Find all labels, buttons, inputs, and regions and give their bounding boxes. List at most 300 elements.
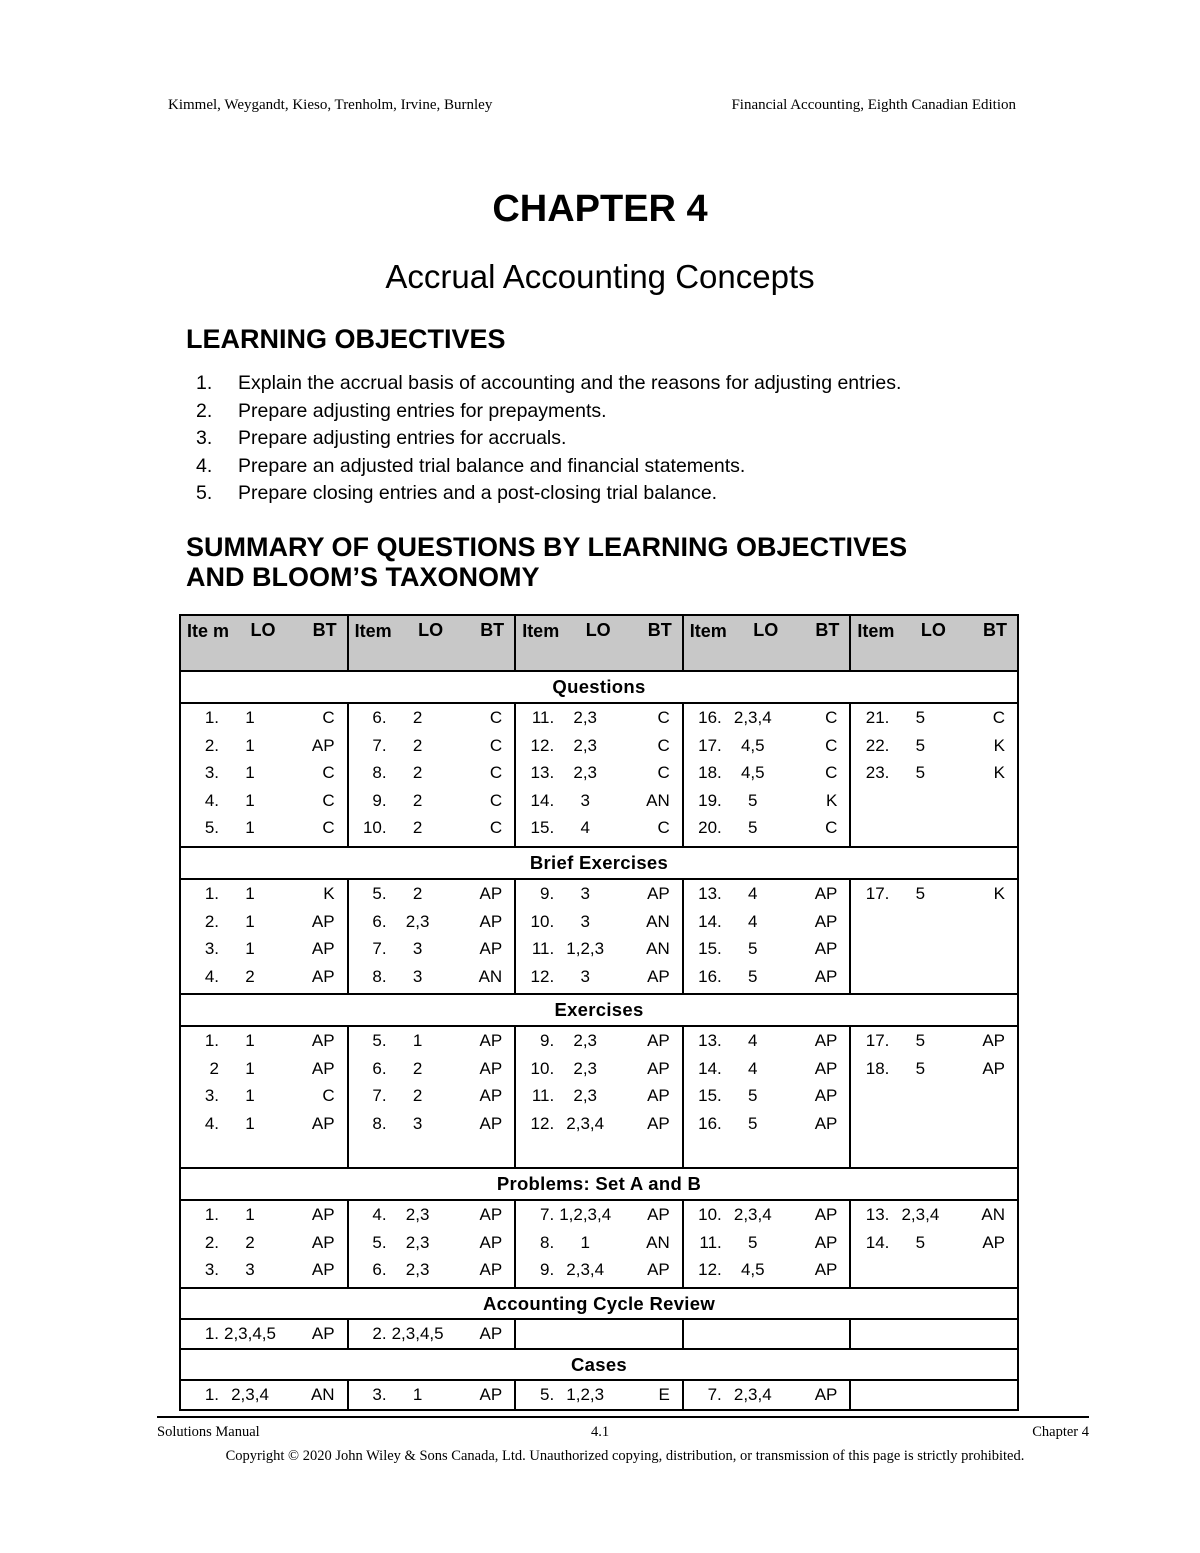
column-header-group <box>180 615 348 671</box>
table-row <box>181 1027 347 1055</box>
column-group <box>850 1319 1018 1349</box>
cell-lo: 2,3 <box>573 1086 597 1106</box>
table-row <box>684 1055 850 1083</box>
cell-bt: AP <box>479 1260 503 1280</box>
learning-objective-item <box>196 453 901 481</box>
cell-item: 1. <box>204 1031 219 1050</box>
table-row <box>684 1082 850 1110</box>
column-group <box>348 879 516 994</box>
learning-objective-item <box>196 398 901 426</box>
cell-lo: 2,3,4 <box>733 1205 772 1224</box>
table-header-row <box>180 615 1018 671</box>
table-row <box>349 1256 515 1284</box>
cell-bt: AN <box>310 1385 335 1404</box>
table-row <box>349 787 515 815</box>
table-row <box>851 1201 1017 1229</box>
cell-bt: AP <box>311 939 335 959</box>
cell-bt: C <box>322 1086 335 1106</box>
cell-lo: 5 <box>915 884 926 903</box>
table-row <box>181 704 347 732</box>
table-row <box>516 1229 682 1257</box>
cell-item: 3. <box>204 939 219 959</box>
column-header-item: Item <box>689 621 727 641</box>
cell-bt: AP <box>647 1260 670 1280</box>
cell-bt: AP <box>311 1113 335 1133</box>
cell-item: 7. <box>540 1205 555 1224</box>
cell-item: 1. <box>204 1385 219 1404</box>
cell-lo: 1 <box>580 1232 590 1252</box>
cell-lo: 1,2,3 <box>566 939 605 959</box>
cell-item: 2 <box>209 1058 219 1078</box>
cell-bt: AP <box>982 1031 1005 1050</box>
table-row <box>516 732 682 760</box>
column-group <box>515 1200 683 1288</box>
cell-bt: AP <box>814 1385 838 1404</box>
cell-bt: AP <box>814 939 838 959</box>
table-row <box>349 935 515 963</box>
cell-item: 1. <box>204 708 219 727</box>
learning-objective-text: Explain the accrual basis of accounting and the reasons for adjusting entries. <box>238 372 902 394</box>
cell-bt: AP <box>311 1232 335 1252</box>
section-body-row <box>180 1200 1018 1288</box>
column-group <box>683 1026 851 1168</box>
cell-bt: AP <box>479 1113 503 1133</box>
cell-item: 15. <box>530 818 555 838</box>
cell-item: 14. <box>530 790 555 810</box>
table-row <box>516 1381 682 1409</box>
table-row <box>684 1027 850 1055</box>
cell-lo: 5 <box>915 1232 926 1252</box>
footer-divider <box>157 1416 1089 1418</box>
table-row <box>349 1055 515 1083</box>
cell-bt: AP <box>814 1260 838 1280</box>
column-group <box>348 1380 516 1410</box>
cell-item: 2. <box>372 1324 387 1343</box>
cell-item: 10. <box>530 911 555 931</box>
cell-item: 16. <box>698 1113 722 1133</box>
cell-lo: 2 <box>412 884 423 903</box>
cell-item: 16. <box>698 708 722 727</box>
table-row <box>181 787 347 815</box>
cell-lo: 1 <box>245 884 255 903</box>
cell-lo: 4,5 <box>740 1260 765 1280</box>
table-row <box>349 759 515 787</box>
cell-item: 6. <box>372 708 387 727</box>
cell-item: 5. <box>540 1385 555 1404</box>
cell-item: 12. <box>530 966 555 986</box>
cell-bt: AP <box>814 1113 838 1133</box>
learning-objective-text: Prepare closing entries and a post-closing trial balance. <box>238 482 718 504</box>
cell-bt: AP <box>479 911 503 931</box>
cell-lo: 3 <box>580 790 590 810</box>
cell-lo: 2,3,4 <box>566 1113 605 1133</box>
column-group <box>850 1380 1018 1410</box>
cell-bt: AP <box>479 1058 503 1078</box>
cell-bt: E <box>658 1385 670 1404</box>
cell-bt: C <box>322 708 335 727</box>
cell-item: 7. <box>707 1385 722 1404</box>
summary-heading <box>186 532 907 592</box>
cell-lo: 2 <box>245 1232 255 1252</box>
column-group <box>180 1380 348 1410</box>
cell-lo: 2 <box>412 735 423 755</box>
cell-bt: AP <box>814 1058 838 1078</box>
table-row <box>181 814 347 842</box>
cell-item: 6. <box>372 1058 387 1078</box>
cell-lo: 1 <box>245 1086 255 1106</box>
learning-objective-item <box>196 425 901 453</box>
cell-item: 5. <box>372 1031 387 1050</box>
cell-lo: 1 <box>245 735 255 755</box>
cell-lo: 3 <box>580 911 590 931</box>
cell-lo: 2 <box>245 966 255 986</box>
cell-item: 23. <box>865 763 890 783</box>
cell-item: 13. <box>865 1205 890 1224</box>
column-header-bt: BT <box>983 620 1007 640</box>
cell-item: 14. <box>698 911 722 931</box>
section-body-row <box>180 879 1018 994</box>
cell-item: 12. <box>698 1260 722 1280</box>
cell-lo: 2,3 <box>573 1031 597 1050</box>
table-row <box>684 759 850 787</box>
table-row <box>181 1256 347 1284</box>
cell-bt: AP <box>311 911 335 931</box>
table-row <box>516 1082 682 1110</box>
cell-lo: 3 <box>412 1113 423 1133</box>
cell-item: 2. <box>204 911 219 931</box>
cell-bt: C <box>489 735 503 755</box>
cell-bt: AP <box>311 1058 335 1078</box>
section-title-row <box>180 1288 1018 1319</box>
table-row <box>516 1110 682 1138</box>
page-number: 4.1 <box>590 1424 610 1440</box>
cell-item: 16. <box>698 966 722 986</box>
column-group <box>515 879 683 994</box>
column-header-group <box>515 615 683 671</box>
cell-lo: 1,2,3 <box>566 1385 605 1404</box>
table-row <box>851 1055 1017 1083</box>
section-body-row <box>180 1380 1018 1410</box>
cell-item: 5. <box>204 818 219 838</box>
column-group <box>850 1200 1018 1288</box>
cell-item: 4. <box>372 1205 387 1224</box>
cell-item: 13. <box>698 1031 722 1050</box>
cell-lo: 1 <box>245 1031 255 1050</box>
cell-lo: 4 <box>748 884 758 903</box>
column-group <box>515 1380 683 1410</box>
cell-bt: C <box>825 818 838 838</box>
cell-item: 21. <box>865 708 890 727</box>
column-group <box>850 1026 1018 1168</box>
summary-table <box>179 614 1019 1411</box>
cell-item: 7. <box>372 735 387 755</box>
cell-lo: 1 <box>245 1113 255 1133</box>
cell-bt: AP <box>479 1205 503 1224</box>
cell-lo: 2,3 <box>573 735 597 755</box>
cell-lo: 1 <box>245 708 255 727</box>
column-group <box>683 879 851 994</box>
column-group <box>180 1200 348 1288</box>
cell-lo: 2,3,4 <box>733 708 772 727</box>
cell-lo: 4 <box>748 1058 758 1078</box>
table-row <box>349 1381 515 1409</box>
column-header-group <box>850 615 1018 671</box>
cell-lo: 2 <box>412 1086 423 1106</box>
table-row <box>181 880 347 908</box>
cell-item: 11. <box>699 1232 722 1252</box>
column-group <box>850 703 1018 847</box>
cell-bt: AP <box>814 1086 838 1106</box>
cell-item: 17. <box>865 1031 890 1050</box>
column-header-lo: LO <box>920 620 946 640</box>
cell-bt: AN <box>478 966 503 986</box>
table-row <box>181 1381 347 1409</box>
learning-objective-number: 3. <box>196 427 213 449</box>
cell-item: 1. <box>204 1205 219 1224</box>
cell-item: 4. <box>204 966 219 986</box>
cell-lo: 1 <box>412 1031 423 1050</box>
table-row <box>684 787 850 815</box>
cell-bt: C <box>489 790 503 810</box>
footer-left: Solutions Manual <box>157 1424 260 1440</box>
cell-item: 1. <box>204 1324 219 1343</box>
cell-bt: AP <box>311 735 335 755</box>
column-group <box>683 1319 851 1349</box>
table-row <box>349 814 515 842</box>
table-row <box>516 814 682 842</box>
cell-bt: AP <box>647 1113 670 1133</box>
running-header-book-title: Financial Accounting, Eighth Canadian Edition <box>731 97 1016 113</box>
cell-bt: K <box>993 735 1005 755</box>
table-row <box>516 963 682 991</box>
table-row <box>684 732 850 760</box>
table-row <box>516 1027 682 1055</box>
cell-lo: 2,3,4 <box>231 1385 269 1404</box>
cell-lo: 4,5 <box>740 763 765 783</box>
table-row <box>516 787 682 815</box>
cell-lo: 2 <box>412 708 423 727</box>
cell-lo: 4 <box>748 911 758 931</box>
table-row <box>349 1082 515 1110</box>
cell-bt: K <box>826 790 838 810</box>
cell-lo: 5 <box>915 735 926 755</box>
cell-item: 8. <box>372 966 387 986</box>
column-group <box>180 879 348 994</box>
cell-lo: 1,2,3,4 <box>559 1205 612 1224</box>
table-row <box>181 963 347 991</box>
table-row <box>516 759 682 787</box>
cell-bt: C <box>825 763 838 783</box>
table-row <box>684 908 850 936</box>
section-title: Brief Exercises <box>180 847 1018 879</box>
cell-lo: 5 <box>748 966 758 986</box>
column-header-item: Item <box>354 621 392 641</box>
cell-lo: 1 <box>245 763 255 783</box>
table-row <box>349 704 515 732</box>
table-row <box>851 759 1017 787</box>
table-row <box>349 963 515 991</box>
cell-item: 10. <box>530 1058 555 1078</box>
cell-bt: AP <box>479 939 503 959</box>
table-row <box>684 1381 850 1409</box>
column-group <box>683 703 851 847</box>
cell-bt: AN <box>646 1232 670 1252</box>
cell-lo: 1 <box>245 1205 255 1224</box>
cell-bt: AN <box>646 911 670 931</box>
cell-lo: 2,3,4,5 <box>224 1324 276 1343</box>
cell-lo: 2 <box>412 1058 423 1078</box>
cell-lo: 2,3 <box>405 1205 430 1224</box>
cell-lo: 1 <box>245 1058 255 1078</box>
cell-bt: AP <box>814 1232 838 1252</box>
column-group <box>683 1380 851 1410</box>
cell-bt: AP <box>982 1058 1005 1078</box>
table-row <box>349 1201 515 1229</box>
section-title-row <box>180 847 1018 879</box>
cell-bt: AP <box>814 1205 838 1224</box>
cell-lo: 2,3 <box>573 1058 597 1078</box>
cell-lo: 2,3,4,5 <box>391 1324 444 1343</box>
table-row <box>516 935 682 963</box>
cell-item: 14. <box>698 1058 722 1078</box>
cell-bt: AP <box>647 1086 670 1106</box>
cell-lo: 2,3,4 <box>901 1205 940 1224</box>
cell-item: 20. <box>698 818 722 838</box>
cell-item: 11. <box>531 708 555 727</box>
table-row <box>349 1229 515 1257</box>
cell-bt: C <box>489 763 503 783</box>
cell-bt: C <box>825 708 838 727</box>
column-header-item: Ite m <box>187 621 230 641</box>
cell-lo: 3 <box>412 939 423 959</box>
cell-item: 3. <box>204 763 219 783</box>
learning-objective-number: 5. <box>196 482 213 504</box>
column-header-item: Item <box>857 621 895 641</box>
table-row <box>684 814 850 842</box>
cell-bt: AP <box>982 1232 1005 1252</box>
section-title-row <box>180 1349 1018 1380</box>
cell-lo: 3 <box>412 966 423 986</box>
table-row <box>181 1055 347 1083</box>
section-body-row <box>180 1026 1018 1168</box>
cell-lo: 1 <box>245 939 255 959</box>
cell-bt: AP <box>647 966 670 986</box>
cell-bt: K <box>323 884 335 903</box>
table-row <box>684 1110 850 1138</box>
table-row <box>349 1320 515 1348</box>
column-group <box>515 1026 683 1168</box>
cell-item: 9. <box>540 1031 555 1050</box>
cell-lo: 5 <box>748 1232 758 1252</box>
cell-item: 2. <box>204 1232 219 1252</box>
cell-lo: 5 <box>748 939 758 959</box>
section-title: Problems: Set A and B <box>180 1168 1018 1200</box>
cell-item: 9. <box>372 790 387 810</box>
column-group <box>348 1200 516 1288</box>
section-title-row <box>180 994 1018 1026</box>
cell-bt: C <box>657 763 670 783</box>
cell-lo: 2,3 <box>573 708 597 727</box>
table-row <box>851 880 1017 908</box>
table-row <box>181 1320 347 1348</box>
cell-lo: 5 <box>915 763 926 783</box>
cell-item: 17. <box>698 735 722 755</box>
chapter-title: Accrual Accounting Concepts <box>385 258 815 295</box>
table-row <box>851 704 1017 732</box>
cell-bt: C <box>825 735 838 755</box>
table-row <box>516 1201 682 1229</box>
column-group <box>348 1026 516 1168</box>
cell-item: 7. <box>372 1086 387 1106</box>
table-row <box>349 908 515 936</box>
table-row <box>181 1229 347 1257</box>
cell-lo: 5 <box>748 1086 758 1106</box>
cell-bt: K <box>993 884 1005 903</box>
cell-lo: 2,3 <box>573 763 597 783</box>
cell-lo: 2,3 <box>405 911 430 931</box>
cell-item: 13. <box>530 763 555 783</box>
chapter-number: CHAPTER 4 <box>492 188 708 230</box>
cell-item: 18. <box>865 1058 890 1078</box>
column-header-lo: LO <box>418 620 444 640</box>
column-group <box>180 703 348 847</box>
cell-lo: 1 <box>245 818 255 838</box>
copyright-notice: Copyright © 2020 John Wiley & Sons Canada, Ltd. Unauthorized copying, distribution, or transmission of this page is strictly prohibited. <box>225 1448 1025 1464</box>
cell-item: 15. <box>698 939 722 959</box>
cell-bt: C <box>322 790 335 810</box>
table-row <box>684 1229 850 1257</box>
table-row <box>851 1229 1017 1257</box>
column-group <box>348 1319 516 1349</box>
cell-item: 3. <box>372 1385 387 1404</box>
table-row <box>684 704 850 732</box>
cell-bt: C <box>657 735 670 755</box>
column-group <box>515 703 683 847</box>
cell-item: 5. <box>372 884 387 903</box>
table-row <box>349 732 515 760</box>
cell-lo: 1 <box>245 790 255 810</box>
cell-lo: 5 <box>748 818 758 838</box>
table-row <box>516 1256 682 1284</box>
cell-lo: 2 <box>412 818 423 838</box>
cell-bt: AN <box>646 790 670 810</box>
column-header-bt: BT <box>312 620 337 640</box>
cell-bt: AP <box>479 1086 503 1106</box>
table-row <box>516 1055 682 1083</box>
column-header-lo: LO <box>753 620 779 640</box>
cell-bt: C <box>322 818 335 838</box>
cell-item: 8. <box>540 1232 555 1252</box>
column-header-group <box>348 615 516 671</box>
learning-objective-item <box>196 480 901 508</box>
learning-objectives-heading: LEARNING OBJECTIVES <box>186 324 506 354</box>
table-row <box>181 1201 347 1229</box>
cell-bt: AP <box>311 1324 335 1343</box>
column-header-bt: BT <box>815 620 840 640</box>
section-title-row <box>180 1168 1018 1200</box>
cell-bt: AP <box>479 1031 503 1050</box>
table-row <box>516 908 682 936</box>
cell-bt: AP <box>814 884 838 903</box>
column-header-item: Item <box>522 621 560 641</box>
cell-item: 3. <box>204 1260 219 1280</box>
cell-lo: 5 <box>748 790 758 810</box>
table-row <box>851 1027 1017 1055</box>
cell-item: 14. <box>865 1232 890 1252</box>
cell-bt: AP <box>479 1385 503 1404</box>
cell-lo: 2,3 <box>405 1232 430 1252</box>
cell-item: 17. <box>865 884 890 903</box>
